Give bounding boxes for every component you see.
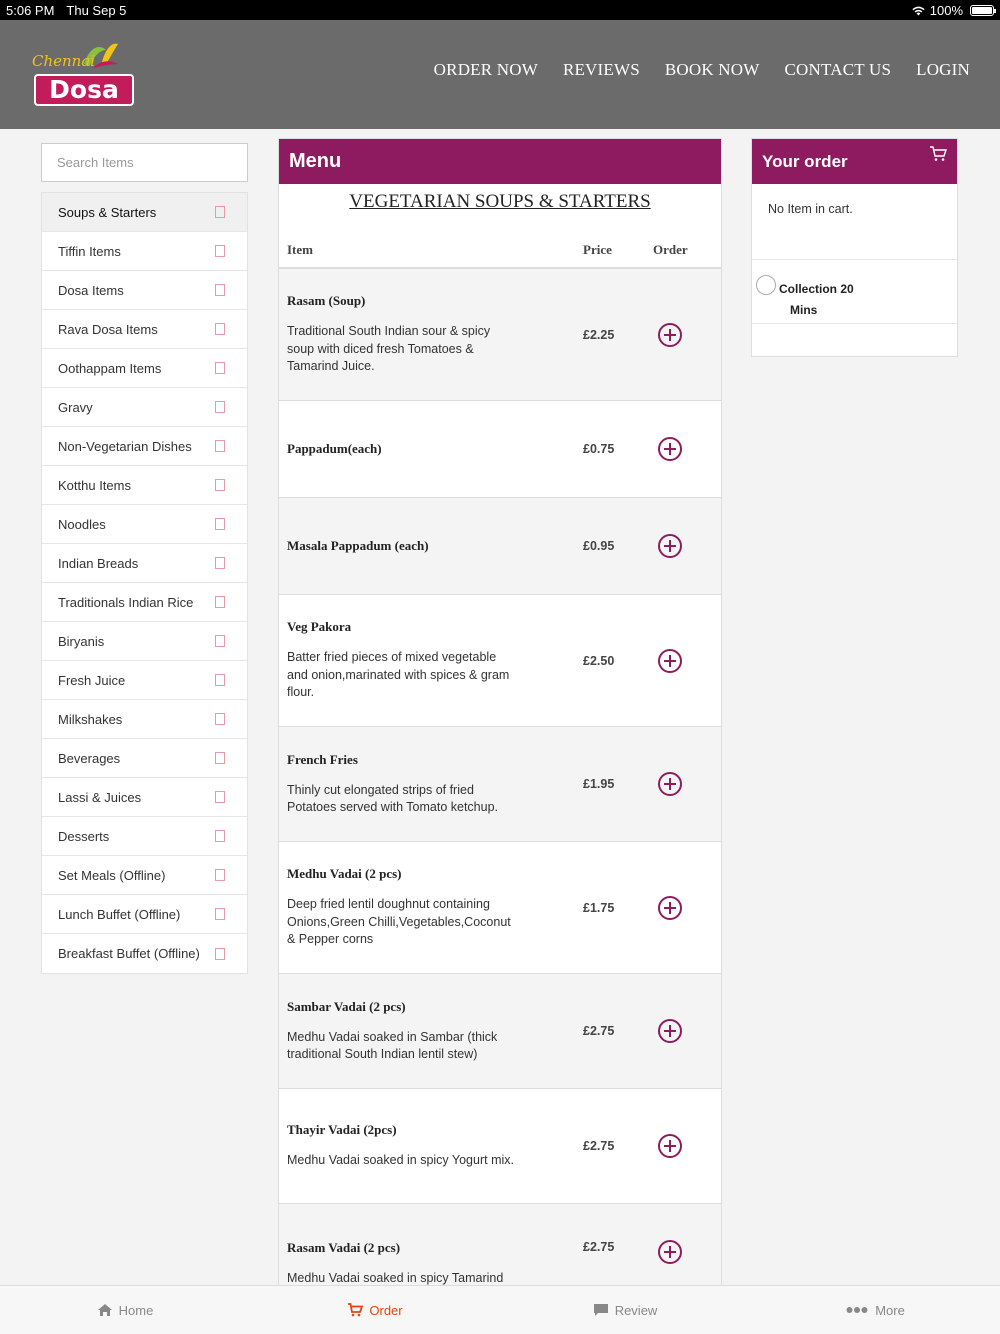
category-label: Breakfast Buffet (Offline) (58, 946, 200, 961)
category-item[interactable] (42, 895, 247, 934)
category-item[interactable] (42, 856, 247, 895)
tab-more-label: More (875, 1302, 905, 1318)
add-to-order-icon[interactable] (658, 1019, 682, 1043)
category-checkbox[interactable] (215, 635, 225, 647)
category-label: Lunch Buffet (Offline) (58, 906, 181, 922)
collection-unit: Mins (790, 303, 818, 317)
menu-item-description: Medhu Vadai soaked in spicy Yogurt mix. (287, 1153, 514, 1168)
menu-item-info (287, 866, 583, 949)
category-checkbox[interactable] (215, 948, 225, 960)
search-input[interactable]: Search Items (41, 143, 248, 182)
category-item[interactable] (42, 388, 247, 427)
category-checkbox[interactable] (215, 869, 225, 881)
category-item[interactable] (42, 661, 247, 700)
menu-item (279, 974, 721, 1089)
section-title: VEGETARIAN SOUPS & STARTERS (349, 191, 651, 212)
menu-item-price: £2.75 (583, 1240, 615, 1254)
battery-icon (970, 5, 994, 16)
category-item[interactable] (42, 544, 247, 583)
menu-item-name: Rasam (Soup) (287, 293, 366, 309)
logo[interactable] (32, 40, 136, 106)
category-label: Traditionals Indian Rice (58, 594, 194, 610)
more-icon (845, 1303, 869, 1317)
status-bar (0, 0, 1000, 20)
menu-item-info (287, 752, 583, 817)
menu-item-name: Veg Pakora (287, 619, 352, 635)
menu-column-headers (279, 221, 721, 269)
collection-radio[interactable] (756, 275, 776, 295)
category-checkbox[interactable] (215, 206, 225, 218)
menu-item-name: Pappadum(each) (287, 441, 382, 456)
tab-home-label: Home (118, 1302, 154, 1318)
category-label: Set Meals (Offline) (58, 867, 166, 883)
add-to-order-icon[interactable] (658, 772, 682, 796)
category-checkbox[interactable] (215, 713, 225, 725)
tab-review[interactable] (500, 1286, 750, 1334)
category-label: Soups & Starters (58, 204, 157, 220)
site-header (0, 20, 1000, 129)
category-checkbox[interactable] (215, 830, 225, 842)
category-label: Rava Dosa Items (58, 321, 158, 337)
menu-item-info (287, 999, 583, 1064)
order-header (752, 139, 957, 184)
menu-item-description: Traditional South Indian sour & spicy soup with diced fresh Tomatoes & Tamarind Juice. (287, 324, 491, 374)
menu-item-name: Medhu Vadai (2 pcs) (287, 866, 402, 882)
menu-item-price: £2.50 (583, 653, 615, 668)
category-item[interactable] (42, 622, 247, 661)
menu-item-description: Batter fried pieces of mixed vegetable and onion,marinated with spices & gram flour. (287, 650, 510, 700)
tab-order-label: Order (369, 1302, 403, 1318)
menu-item-info (287, 1122, 583, 1170)
menu-item-price: £2.75 (583, 1139, 615, 1153)
category-item[interactable] (42, 232, 247, 271)
category-checkbox[interactable] (215, 596, 225, 608)
category-label: Dosa Items (58, 282, 124, 298)
menu-item-name: Rasam Vadai (2 pcs) (287, 1240, 401, 1255)
category-checkbox[interactable] (215, 518, 225, 530)
menu-item (279, 269, 721, 401)
category-item[interactable] (42, 427, 247, 466)
logo-top-text: Chennai (32, 52, 96, 70)
category-label: Fresh Juice (58, 672, 126, 688)
menu-item-name: Masala Pappadum (each) (287, 538, 429, 553)
wifi-icon (911, 5, 926, 16)
menu-item-info (287, 538, 583, 554)
add-to-order-icon[interactable] (658, 896, 682, 920)
nav-order-now[interactable]: ORDER NOW (433, 60, 538, 79)
menu-item-description: Medhu Vadai soaked in Sambar (thick traditional South Indian lentil stew) (287, 1029, 498, 1061)
category-checkbox[interactable] (215, 479, 225, 491)
category-checkbox[interactable] (215, 752, 225, 764)
category-label: Non-Vegetarian Dishes (58, 438, 192, 454)
nav-contact-us[interactable]: CONTACT US (784, 60, 892, 79)
category-label: Lassi & Juices (58, 789, 142, 805)
menu-item-price: £1.75 (583, 900, 615, 915)
category-item[interactable] (42, 934, 247, 973)
category-label: Indian Breads (58, 555, 139, 571)
collection-label (779, 279, 854, 321)
category-label: Beverages (58, 750, 121, 766)
category-checkbox[interactable] (215, 674, 225, 686)
collection-option[interactable] (752, 260, 957, 324)
chat-icon (593, 1303, 609, 1317)
menu-item (279, 842, 721, 974)
menu-item-price: £2.25 (583, 327, 615, 342)
cart-icon[interactable] (929, 146, 947, 162)
category-checkbox[interactable] (215, 908, 225, 920)
add-to-order-icon[interactable] (658, 534, 682, 558)
column-item: Item (287, 242, 313, 257)
menu-item-name: Sambar Vadai (2 pcs) (287, 998, 406, 1014)
status-date: Thu Sep 5 (66, 2, 127, 18)
main-nav (434, 60, 970, 80)
category-item[interactable] (42, 583, 247, 622)
category-item[interactable] (42, 193, 247, 232)
collection-time: Collection 20 (779, 282, 854, 296)
category-label: Biryanis (58, 633, 105, 649)
menu-title: Menu (279, 139, 721, 184)
add-to-order-icon[interactable] (658, 1134, 682, 1158)
status-time: 5:06 PM (6, 2, 55, 18)
menu-item-info (287, 441, 583, 457)
bottom-tab-bar (0, 1285, 1000, 1334)
menu-item (279, 401, 721, 498)
category-label: Desserts (58, 828, 110, 844)
tab-review-label: Review (614, 1302, 658, 1318)
category-item[interactable] (42, 349, 247, 388)
category-item[interactable] (42, 778, 247, 817)
menu-item-price: £1.95 (583, 777, 615, 791)
menu-item-name: French Fries (287, 751, 358, 767)
tab-home[interactable] (0, 1286, 250, 1334)
category-item[interactable] (42, 700, 247, 739)
menu-item-price: £0.75 (583, 442, 615, 456)
menu-item-info (287, 293, 583, 376)
add-to-order-icon[interactable] (658, 437, 682, 461)
category-checkbox[interactable] (215, 791, 225, 803)
cart-empty-text: No Item in cart. (752, 184, 957, 260)
category-label: Tiffin Items (58, 243, 121, 259)
menu-panel (278, 138, 722, 1285)
nav-book-now[interactable]: BOOK NOW (664, 60, 760, 79)
menu-item-info (287, 619, 583, 702)
category-item[interactable] (42, 505, 247, 544)
add-to-order-icon[interactable] (658, 323, 682, 347)
cart-icon (347, 1303, 363, 1317)
menu-item-description: Thinly cut elongated strips of fried Potatoes served with Tomato ketchup. (287, 782, 498, 814)
category-item[interactable] (42, 271, 247, 310)
add-to-order-icon[interactable] (658, 1240, 682, 1264)
category-item[interactable] (42, 310, 247, 349)
battery-percent: 100% (929, 2, 963, 18)
tab-order[interactable] (250, 1286, 500, 1334)
category-label: Oothappam Items (58, 360, 162, 376)
home-icon (97, 1303, 113, 1317)
category-label: Kotthu Items (58, 477, 131, 493)
category-checkbox[interactable] (215, 401, 225, 413)
category-checkbox[interactable] (215, 362, 225, 374)
nav-login[interactable]: LOGIN (916, 60, 970, 79)
menu-item (279, 727, 721, 842)
category-checkbox[interactable] (215, 284, 225, 296)
category-checkbox[interactable] (215, 557, 225, 569)
menu-item-list (279, 269, 721, 1324)
menu-item-price: £2.75 (583, 1024, 615, 1038)
menu-item-name: Thayir Vadai (2pcs) (287, 1122, 397, 1138)
logo-main-text: Dosa (34, 74, 134, 106)
category-label: Noodles (58, 516, 106, 532)
category-label: Gravy (58, 399, 93, 415)
category-checkbox[interactable] (215, 245, 225, 257)
category-label: Milkshakes (58, 711, 123, 727)
category-list (41, 192, 248, 974)
order-panel (751, 138, 958, 357)
category-item[interactable] (42, 817, 247, 856)
order-title: Your order (762, 152, 848, 171)
menu-item (279, 498, 721, 595)
category-checkbox[interactable] (215, 323, 225, 335)
category-checkbox[interactable] (215, 440, 225, 452)
menu-item-description: Medhu Vadai soaked in spicy Tamarind (287, 1271, 504, 1285)
column-order: Order (653, 242, 688, 257)
tab-more[interactable] (750, 1286, 1000, 1334)
column-price: Price (583, 242, 612, 257)
menu-item (279, 1089, 721, 1204)
menu-item-price: £0.95 (583, 539, 615, 553)
nav-reviews[interactable]: REVIEWS (562, 60, 640, 79)
category-item[interactable] (42, 466, 247, 505)
menu-item (279, 595, 721, 727)
add-to-order-icon[interactable] (658, 649, 682, 673)
menu-item-description: Deep fried lentil doughnut containing Onions,Green Chilli,Vegetables,Coconut & Pepper corns (287, 897, 511, 947)
category-item[interactable] (42, 739, 247, 778)
